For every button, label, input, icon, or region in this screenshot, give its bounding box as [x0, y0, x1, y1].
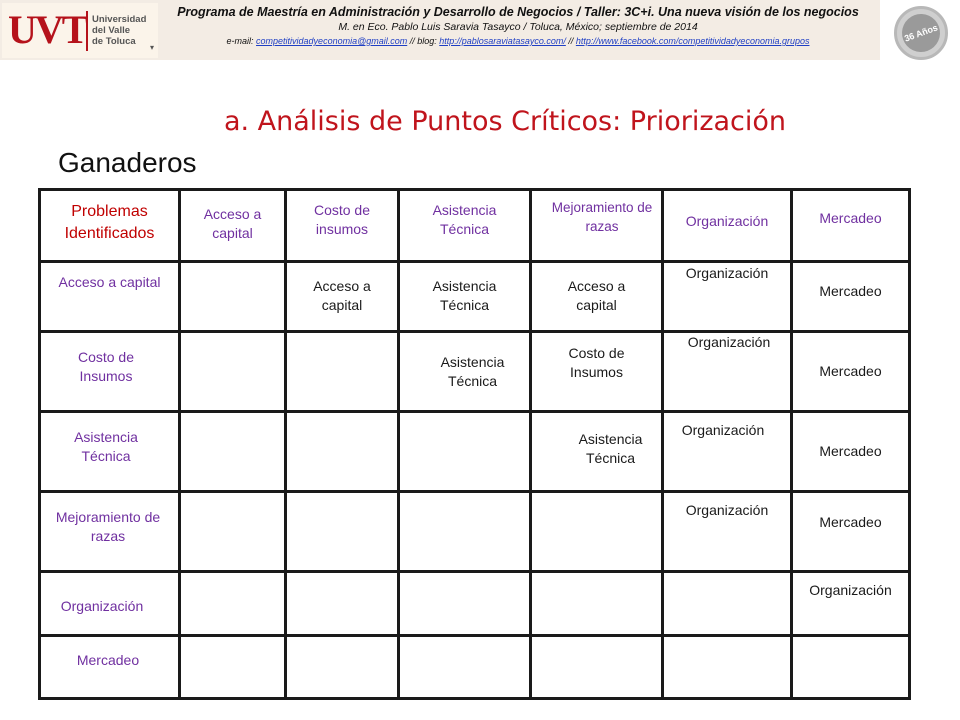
slide-subtitle: Ganaderos: [58, 147, 197, 178]
author-line: M. en Eco. Pablo Luis Saravia Tasayco / Toluca, México; septiembre de 2014: [338, 21, 698, 33]
slide-title: a. Análisis de Puntos Críticos: Priorización: [223, 106, 787, 137]
grid-line: [38, 570, 911, 573]
row-header-mejoramiento: Mejoramiento de razas: [55, 509, 161, 544]
grid-line: [908, 188, 911, 700]
column-header-costo: Costo de insumos: [313, 202, 371, 237]
logo-text: Universidad del Valle de Toluca: [92, 14, 147, 47]
cell-r4-c6: Mercadeo: [819, 514, 882, 530]
cell-r2-c4: Costo de Insumos: [568, 345, 625, 380]
column-header-organizacion: Organización: [685, 213, 769, 229]
cell-r1-c2: Acceso a capital: [313, 278, 371, 313]
grid-line: [397, 188, 400, 700]
anniversary-badge: [894, 6, 948, 60]
cell-r4-c5: Organización: [685, 502, 769, 518]
row-header-costo: Costo de Insumos: [77, 349, 135, 384]
row-header-organizacion: Organización: [60, 598, 144, 614]
chevron-down-icon: ▾: [150, 43, 155, 52]
program-title: Programa de Maestría en Administración y Desarrollo de Negocios / Taller: 3C+i. Una nueva visión de los negocios: [177, 5, 859, 19]
blog-link[interactable]: http://pablosaraviatasayco.com/: [439, 36, 566, 46]
cell-r5-c6: Organización: [809, 582, 892, 598]
cell-r1-c4: Acceso a capital: [567, 278, 626, 313]
cell-r1-c3: Asistencia Técnica: [432, 278, 497, 313]
grid-line: [284, 188, 287, 700]
grid-line: [178, 188, 181, 700]
logo-divider: [86, 11, 88, 51]
column-header-mercadeo: Mercadeo: [819, 210, 882, 226]
cell-r2-c3: Asistencia Técnica: [440, 354, 505, 389]
email-link[interactable]: competitividadyeconomia@gmail.com: [256, 36, 408, 46]
column-header-asistencia: Asistencia Técnica: [432, 202, 497, 237]
cell-r1-c6: Mercadeo: [819, 283, 882, 299]
facebook-link[interactable]: http://www.facebook.com/competitividadyeconomia.grupos: [575, 36, 810, 46]
cell-r3-c5: Organización: [681, 422, 765, 438]
cell-r2-c6: Mercadeo: [819, 363, 882, 379]
row-header-mercadeo: Mercadeo: [76, 652, 140, 668]
row-header-asistencia: Asistencia Técnica: [74, 429, 138, 464]
grid-line: [38, 490, 911, 493]
slide-header: [0, 0, 960, 86]
grid-line: [38, 260, 911, 263]
cell-r3-c4: Asistencia Técnica: [578, 431, 643, 466]
grid-line: [38, 410, 911, 413]
cell-r2-c5: Organización: [687, 334, 771, 350]
grid-line: [38, 634, 911, 637]
row-header-acceso: Acceso a capital: [58, 274, 161, 290]
logo-mark: UVT: [8, 7, 87, 52]
corner-header: Problemas Identificados: [64, 203, 155, 242]
uvt-logo: [2, 3, 158, 58]
header-text: [160, 4, 876, 48]
contact-line: e-mail: competitividadyeconomia@gmail.com // blog: http://pablosaraviatasayco.com/ // http://www.facebook.com/competitividadyeconomia.grupos: [226, 36, 810, 46]
column-header-acceso: Acceso a capital: [203, 206, 262, 241]
priority-matrix: [38, 188, 911, 700]
cell-r3-c6: Mercadeo: [819, 443, 882, 459]
grid-line: [38, 188, 911, 191]
cell-r1-c5: Organización: [685, 265, 769, 281]
grid-line: [38, 697, 911, 700]
column-header-mejoramiento: Mejoramiento de razas: [551, 200, 653, 234]
badge-text: 36 Años: [897, 9, 946, 58]
